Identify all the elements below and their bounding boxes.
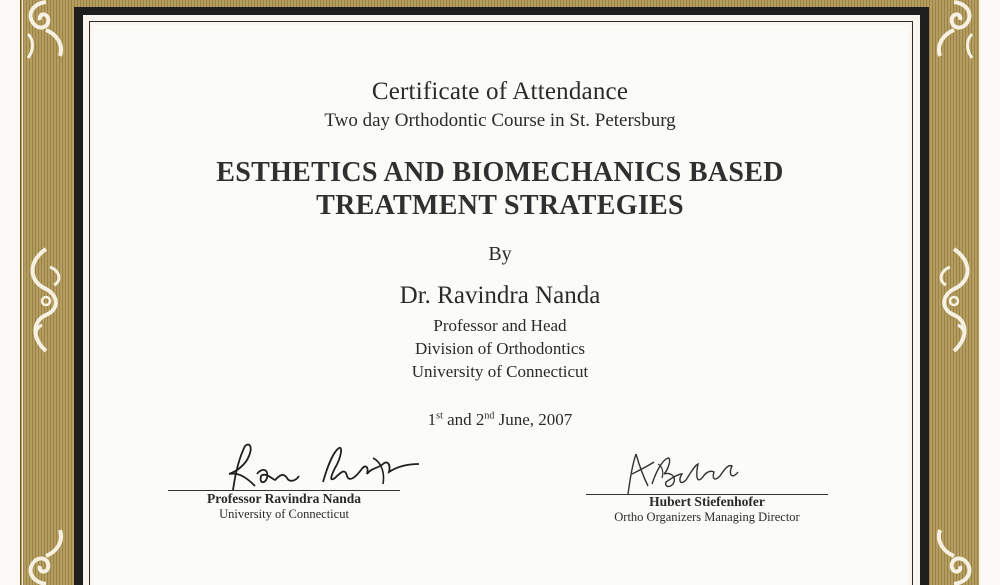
ornament-bottom-right-icon [928, 528, 980, 585]
course-title-line-1: ESTHETICS AND BIOMECHANICS BASED [216, 157, 784, 188]
date-and: and [442, 410, 476, 429]
by-label: By [488, 243, 512, 265]
certificate-subtitle: Two day Orthodontic Course in St. Petersburg [324, 110, 676, 131]
signature-stiefenhofer [618, 444, 748, 500]
ornament-top-left-icon [20, 0, 72, 60]
date-day-2: 2 [475, 410, 485, 429]
signatory-1 [168, 491, 400, 522]
date-day-2-suffix: nd [484, 410, 495, 422]
signatory-2-affiliation: Ortho Organizers Managing Director [614, 510, 800, 524]
signatory-2-name: Hubert Stiefenhofer [649, 494, 765, 509]
signature-nanda [205, 438, 440, 496]
presenter-division: Division of Orthodontics [415, 339, 585, 358]
course-title-line-2: TREATMENT STRATEGIES [316, 190, 684, 221]
signatory-1-affiliation: University of Connecticut [219, 507, 349, 521]
certificate-title: Certificate of Attendance [371, 78, 629, 105]
signatory-2 [586, 494, 828, 525]
presenter-university: University of Connecticut [411, 362, 589, 381]
date-month-year: June, 2007 [494, 410, 573, 429]
ornament-top-right-icon [928, 0, 980, 60]
ornament-bottom-left-icon [20, 528, 72, 585]
signatory-1-name: Professor Ravindra Nanda [206, 491, 361, 506]
date-day-1: 1 [427, 410, 437, 429]
course-date [0, 410, 1000, 430]
presenter-name: Dr. Ravindra Nanda [399, 282, 601, 309]
presenter-role: Professor and Head [433, 316, 567, 335]
date-day-1-suffix: st [436, 410, 443, 422]
